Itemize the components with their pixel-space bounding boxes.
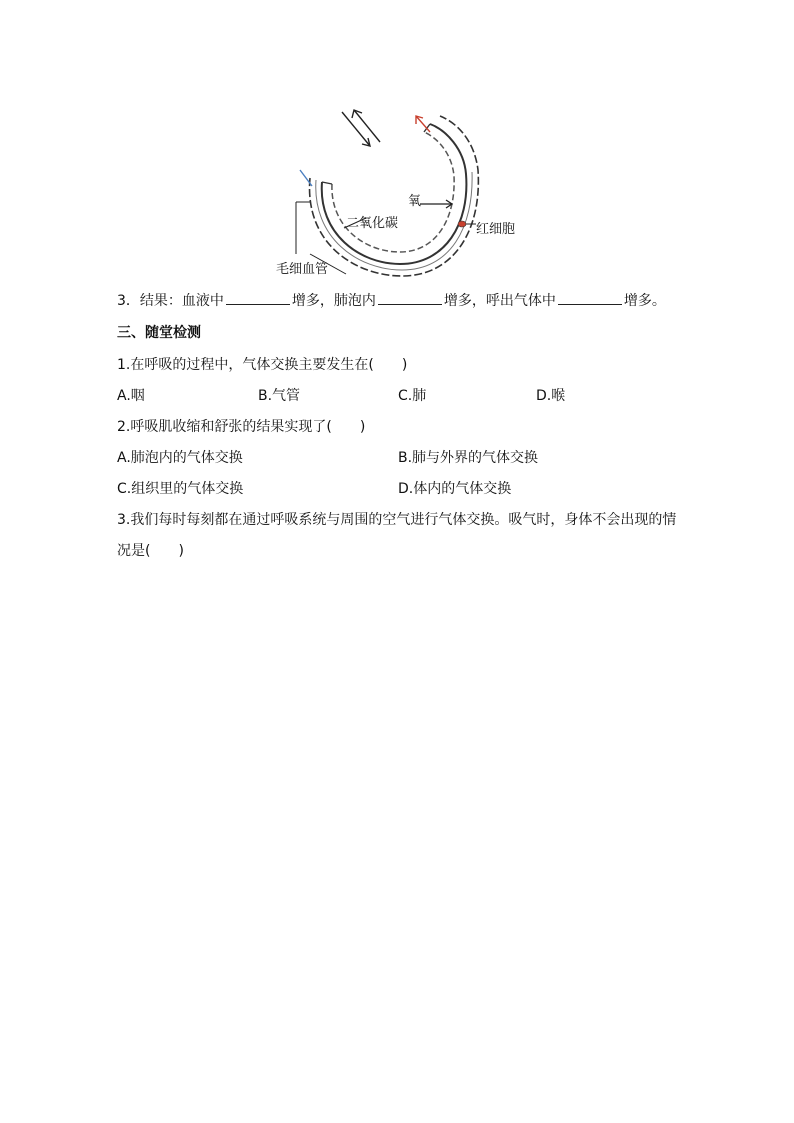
air-in-arrow [342, 112, 370, 146]
blood-in-arrow [300, 170, 312, 186]
result-mid1: 增多，肺泡内 [291, 293, 376, 309]
q2-option-d[interactable]: D.体内的气体交换 [398, 481, 512, 497]
q1-option-d[interactable]: D.喉 [536, 388, 566, 404]
question-2-stem: 2.呼吸肌收缩和舒张的结果实现了( ) [117, 419, 366, 435]
result-mid2: 增多，呼出气体中 [443, 293, 556, 309]
alveolus-wall-outer [322, 124, 467, 264]
q1-option-a[interactable]: A.咽 [117, 388, 145, 404]
alveolus-wall-inner [332, 132, 454, 252]
alveolus-capillary-figure [270, 104, 540, 280]
q2-option-c[interactable]: C.组织里的气体交换 [117, 481, 244, 497]
result-prefix: 3．结果：血液中 [117, 293, 224, 309]
label-oxygen: 氧 [408, 194, 422, 209]
q2-option-a[interactable]: A.肺泡内的气体交换 [117, 450, 243, 466]
question-3-stem-line-2: 况是( ) [117, 543, 184, 559]
section-title: 三、随堂检测 [117, 325, 201, 341]
q2-option-b[interactable]: B.肺与外界的气体交换 [398, 450, 539, 466]
answer-blank-3[interactable] [558, 292, 622, 305]
q1-option-b[interactable]: B.气管 [258, 388, 301, 404]
question-1-stem: 1.在呼吸的过程中，气体交换主要发生在( ) [117, 357, 408, 373]
red-blood-cell [458, 221, 466, 227]
answer-blank-1[interactable] [226, 292, 290, 305]
wall-end-left [322, 182, 332, 184]
blood-out-arrow [416, 116, 430, 132]
q1-option-c[interactable]: C.肺 [398, 388, 427, 404]
result-suffix: 增多。 [623, 293, 666, 309]
answer-blank-2[interactable] [378, 292, 442, 305]
result-line [117, 290, 666, 310]
question-3-stem-line-1: 3.我们每时每刻都在通过呼吸系统与周围的空气进行气体交换。吸气时，身体不会出现的情 [117, 512, 677, 528]
label-rbc: 红细胞 [476, 222, 516, 237]
air-out-arrow [354, 110, 380, 142]
label-co2: 二氧化碳 [346, 216, 399, 231]
label-capillary: 毛细血管 [276, 262, 329, 277]
